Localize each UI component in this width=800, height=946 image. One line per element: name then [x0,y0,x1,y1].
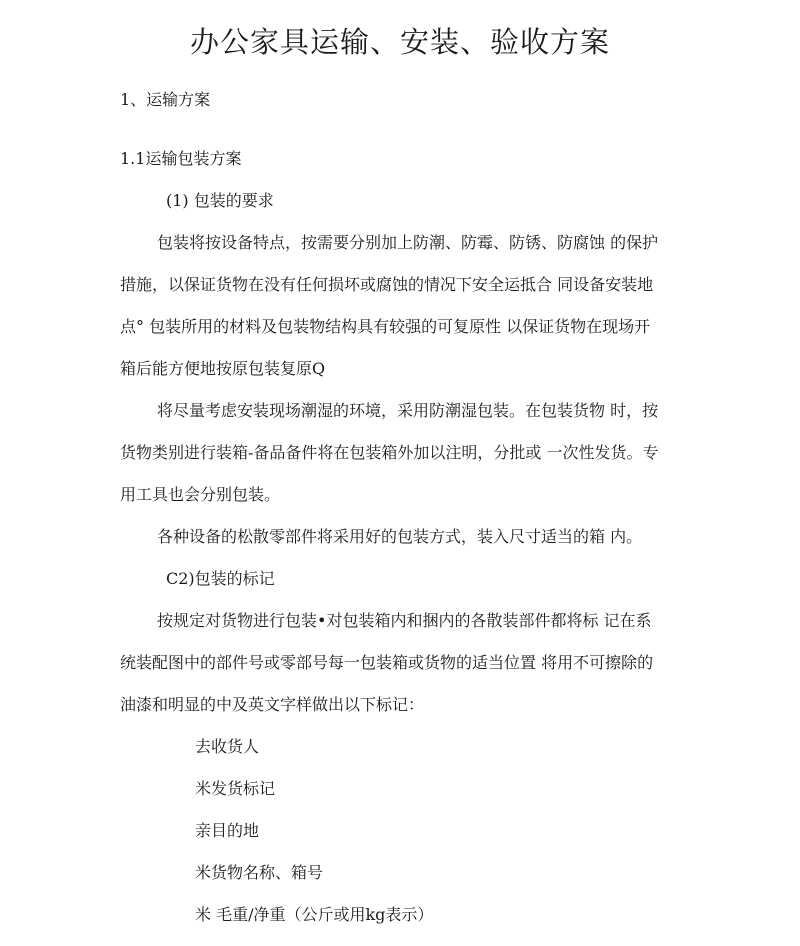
document-title: 办公家具运输、安装、验收方案 [189,25,610,59]
paragraph-line: 用工具也会分别包装。 [120,485,281,504]
paragraph-line: 各种设备的松散零部件将采用好的包装方式，装入尺寸适当的箱 内。 [157,527,643,546]
paragraph-line: 将尽量考虑安装现场潮湿的环境，采用防潮湿包装。在包装货物 时，按 [157,401,659,420]
section-heading-transport: 1、运输方案 [120,90,211,109]
subheading-packaging-marks: C2)包装的标记 [166,569,275,588]
mark-list-item: 米货物名称、箱号 [195,863,324,882]
paragraph-line: 措施，以保证货物在没有任何损坏或腐蚀的情况下安全运抵合 同设备安装地 [120,275,654,294]
paragraph-line: 箱后能方便地按原包装复原Q [120,359,326,378]
paragraph-line: 包装将按设备特点，按需要分别加上防潮、防霉、防锈、防腐蚀 的保护 [157,233,659,252]
mark-list-item: 米 毛重/净重（公斤或用kg表示） [195,905,434,924]
mark-list-item: 去收货人 [195,737,260,756]
mark-list-item: 亲目的地 [195,821,260,840]
section-heading-packaging: 1.1运输包装方案 [120,149,242,168]
paragraph-line: 按规定对货物进行包装•对包装箱内和捆内的各散装部件都将标 记在系 [157,611,652,630]
paragraph-line: 油漆和明显的中及英文字样做出以下标记： [120,695,425,714]
subheading-packaging-requirements: (1) 包装的要求 [166,191,274,210]
paragraph-line: 点° 包装所用的材料及包装物结构具有较强的可复原性 以保证货物在现场开 [120,317,651,336]
paragraph-line: 货物类别进行装箱-备品备件将在包装箱外加以注明，分批或 一次性发货。专 [120,443,659,462]
paragraph-line: 统装配图中的部件号或零部号每一包装箱或货物的适当位置 将用不可擦除的 [120,653,654,672]
mark-list-item: 米发货标记 [195,779,276,798]
